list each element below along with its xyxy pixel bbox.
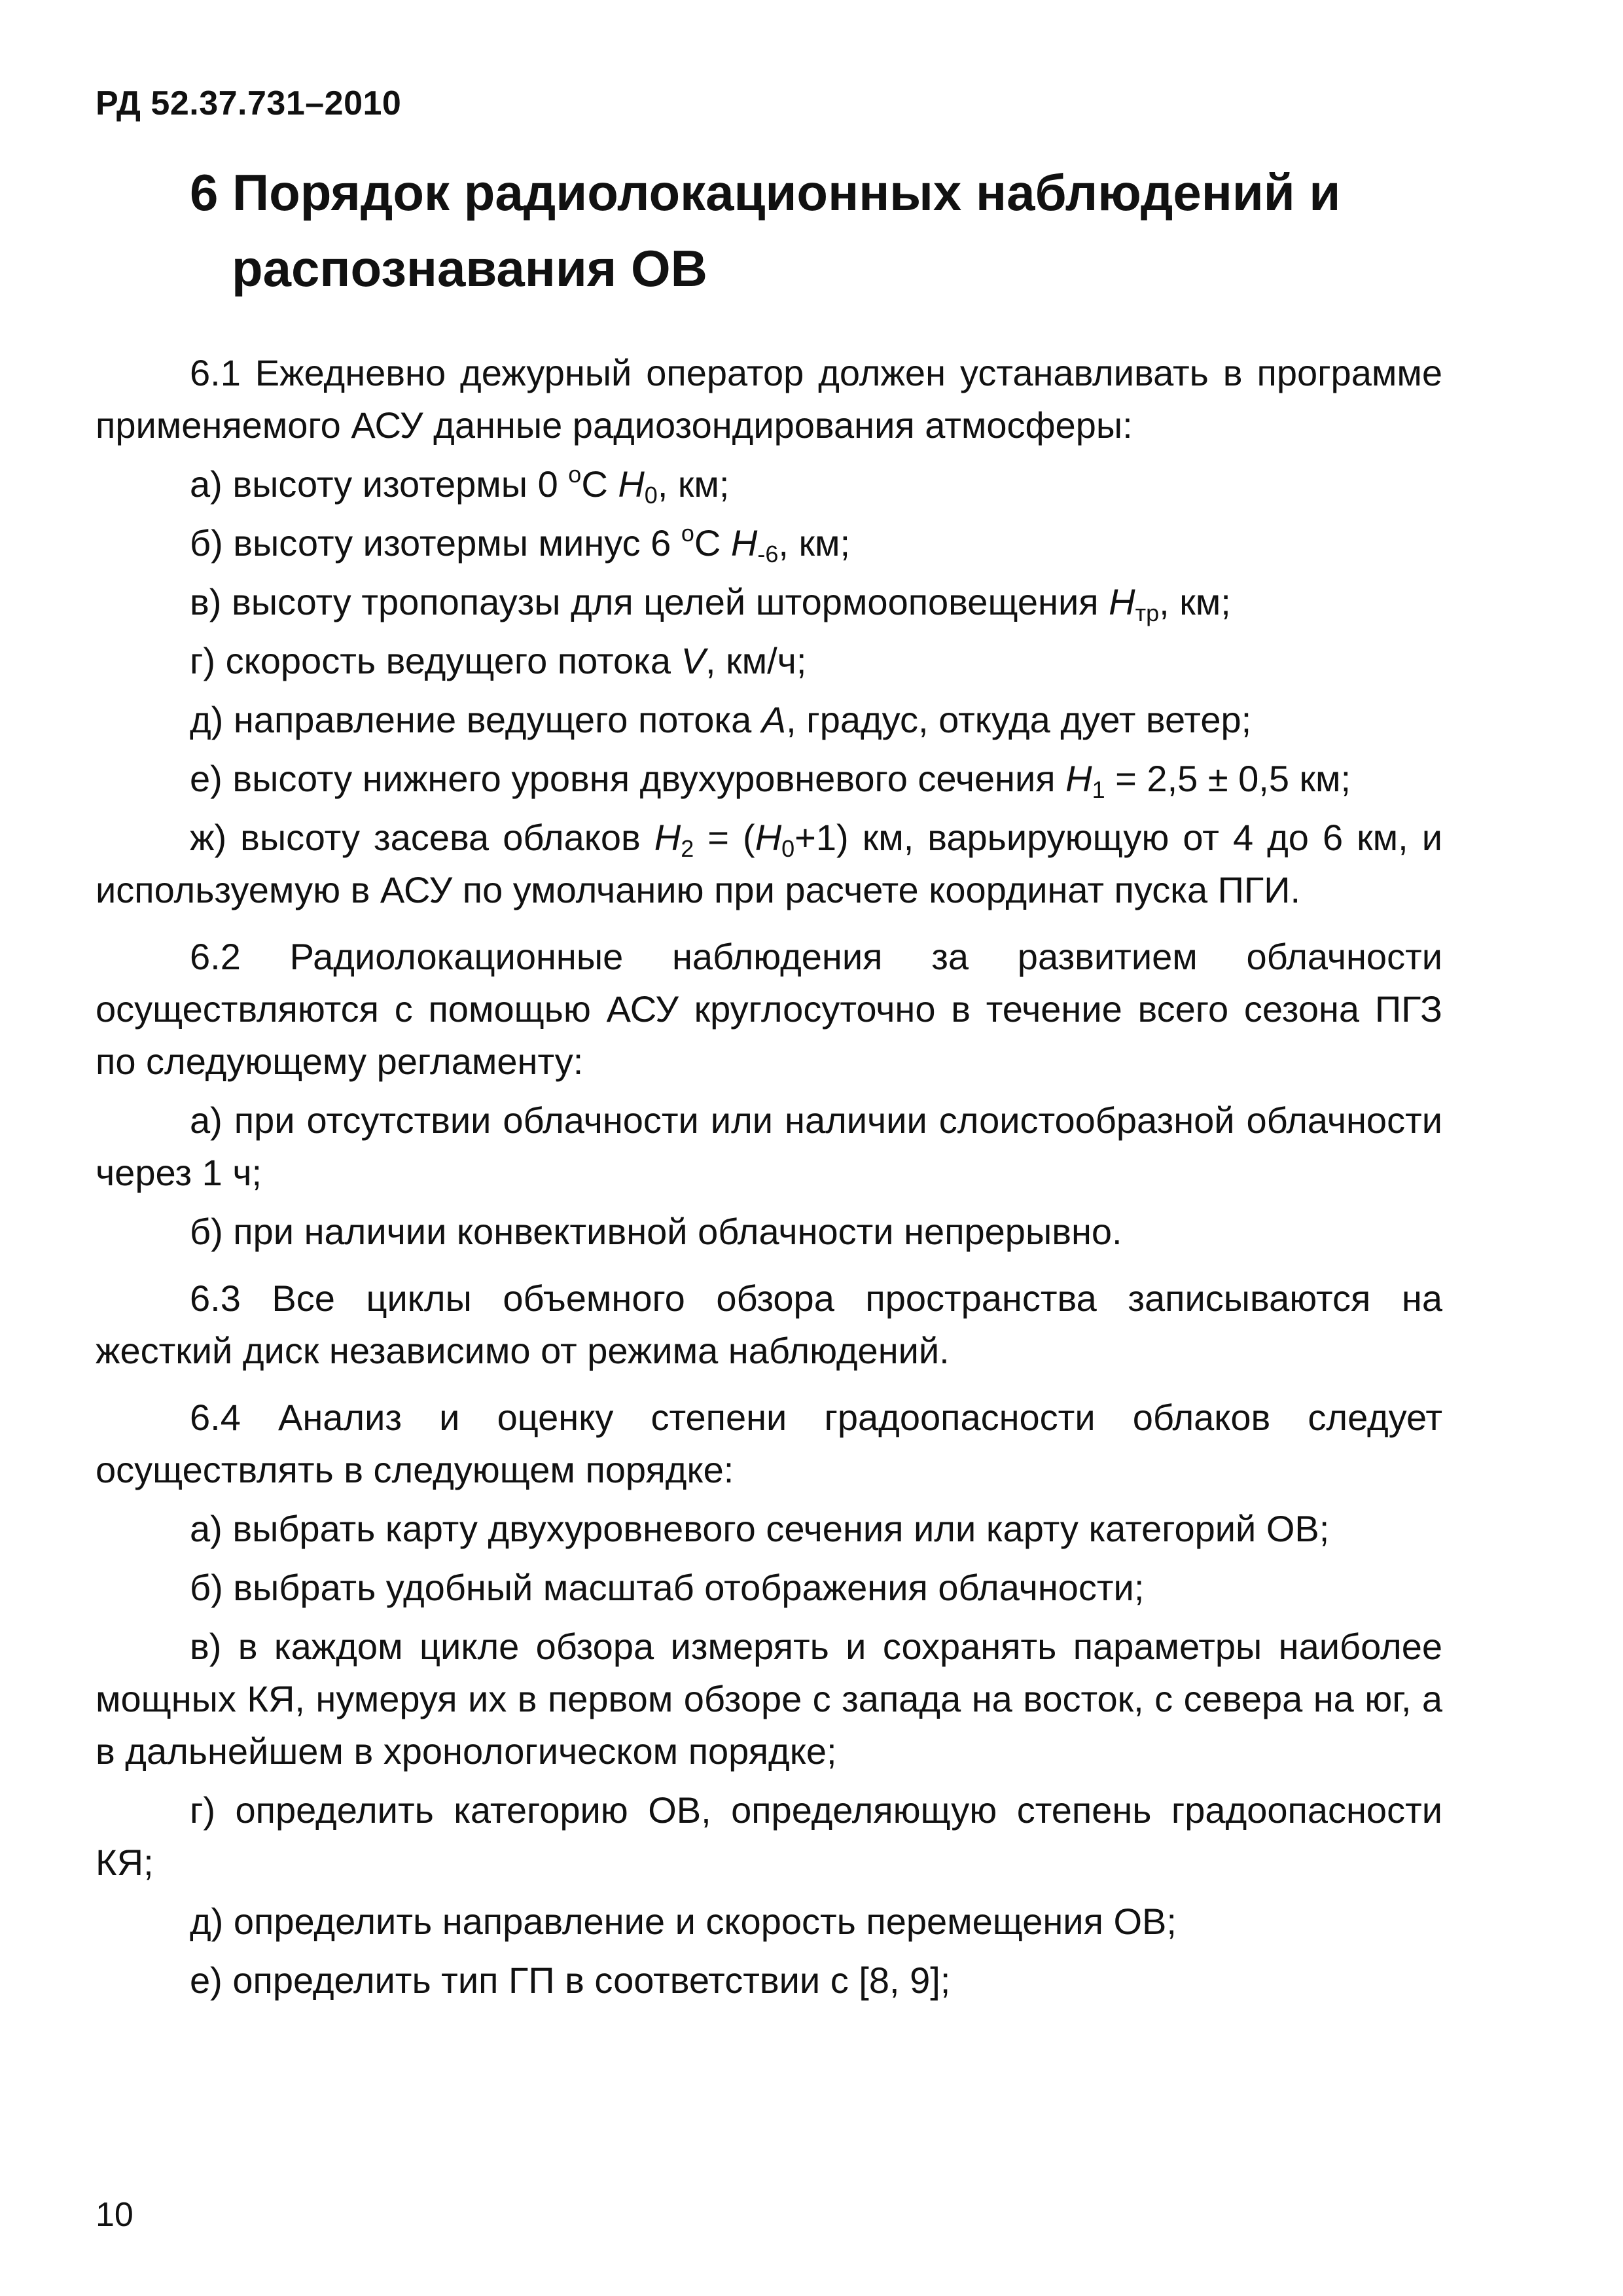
list-item-6-1-c: в) высоту тропопаузы для целей штормооповещения $H_{тр}$, км; — [190, 581, 1231, 626]
list-item-6-1-g: ж) высоту засева облаков $H_2 = (H_0+1)$ км, варьирующую от 4 до 6 км, и используемую в АСУ по умолчанию при расчете координат пуска ПГИ. — [96, 817, 1442, 910]
paragraph-6-1: 6.1 Ежедневно дежурный оператор должен устанавливать в программе применяемого АСУ данные радиозондирования атмосферы: — [96, 352, 1442, 446]
list-item-6-1-e: д) направление ведущего потока A, градус, откуда дует ветер; — [190, 699, 1252, 740]
list-item-6-4-a: а) выбрать карту двухуровневого сечения или карту категорий ОВ; — [190, 1508, 1330, 1549]
document-body — [96, 347, 1442, 2013]
paragraph-6-4: 6.4 Анализ и оценку степени градоопасности облаков следует осуществлять в следующем порядке: — [96, 1397, 1442, 1490]
list-item-6-1-d: г) скорость ведущего потока V, км/ч; — [190, 640, 807, 681]
list-item-6-4-d: г) определить категорию ОВ, определяющую степень градоопасности КЯ; — [96, 1789, 1442, 1883]
list-item-6-2-a: а) при отсутствии облачности или наличии слоистообразной облачности через 1 ч; — [96, 1100, 1442, 1193]
page-number: 10 — [96, 2196, 134, 2234]
list-item-6-4-f: е) определить тип ГП в соответствии с [8, 9]; — [190, 1960, 951, 2001]
list-item-6-2-b: б) при наличии конвективной облачности непрерывно. — [190, 1211, 1122, 1252]
paragraph-6-3: 6.3 Все циклы объемного обзора пространства записываются на жесткий диск независимо от режима наблюдений. — [96, 1278, 1442, 1371]
list-item-6-1-b: б) высоту изотермы минус 6 $^о$С $H_{-6}$, км; — [190, 520, 851, 567]
list-item-6-1-a: а) высоту изотермы 0 $^о$С $H_0$, км; — [190, 461, 730, 509]
document-code: РД 52.37.731–2010 — [96, 84, 402, 122]
list-item-6-1-f: е) высоту нижнего уровня двухуровневого сечения $H_1 = 2,5 \pm 0,5$ км; — [190, 758, 1351, 803]
list-item-6-4-b: б) выбрать удобный масштаб отображения облачности; — [190, 1567, 1145, 1608]
list-item-6-4-c: в) в каждом цикле обзора измерять и сохранять параметры наиболее мощных КЯ, нумеруя их в первом обзоре с запада на восток, с севера на юг, а в дальнейшем в хронологическом порядке; — [96, 1626, 1442, 1772]
paragraph-6-2: 6.2 Радиолокационные наблюдения за развитием облачности осуществляются с помощью АСУ круглосуточно в течение всего сезона ПГЗ по следующему регламенту: — [96, 936, 1442, 1082]
list-item-6-4-e: д) определить направление и скорость перемещения ОВ; — [190, 1901, 1177, 1942]
section-title: 6 Порядок радиолокационных наблюдений и распознавания ОВ — [190, 164, 1341, 297]
